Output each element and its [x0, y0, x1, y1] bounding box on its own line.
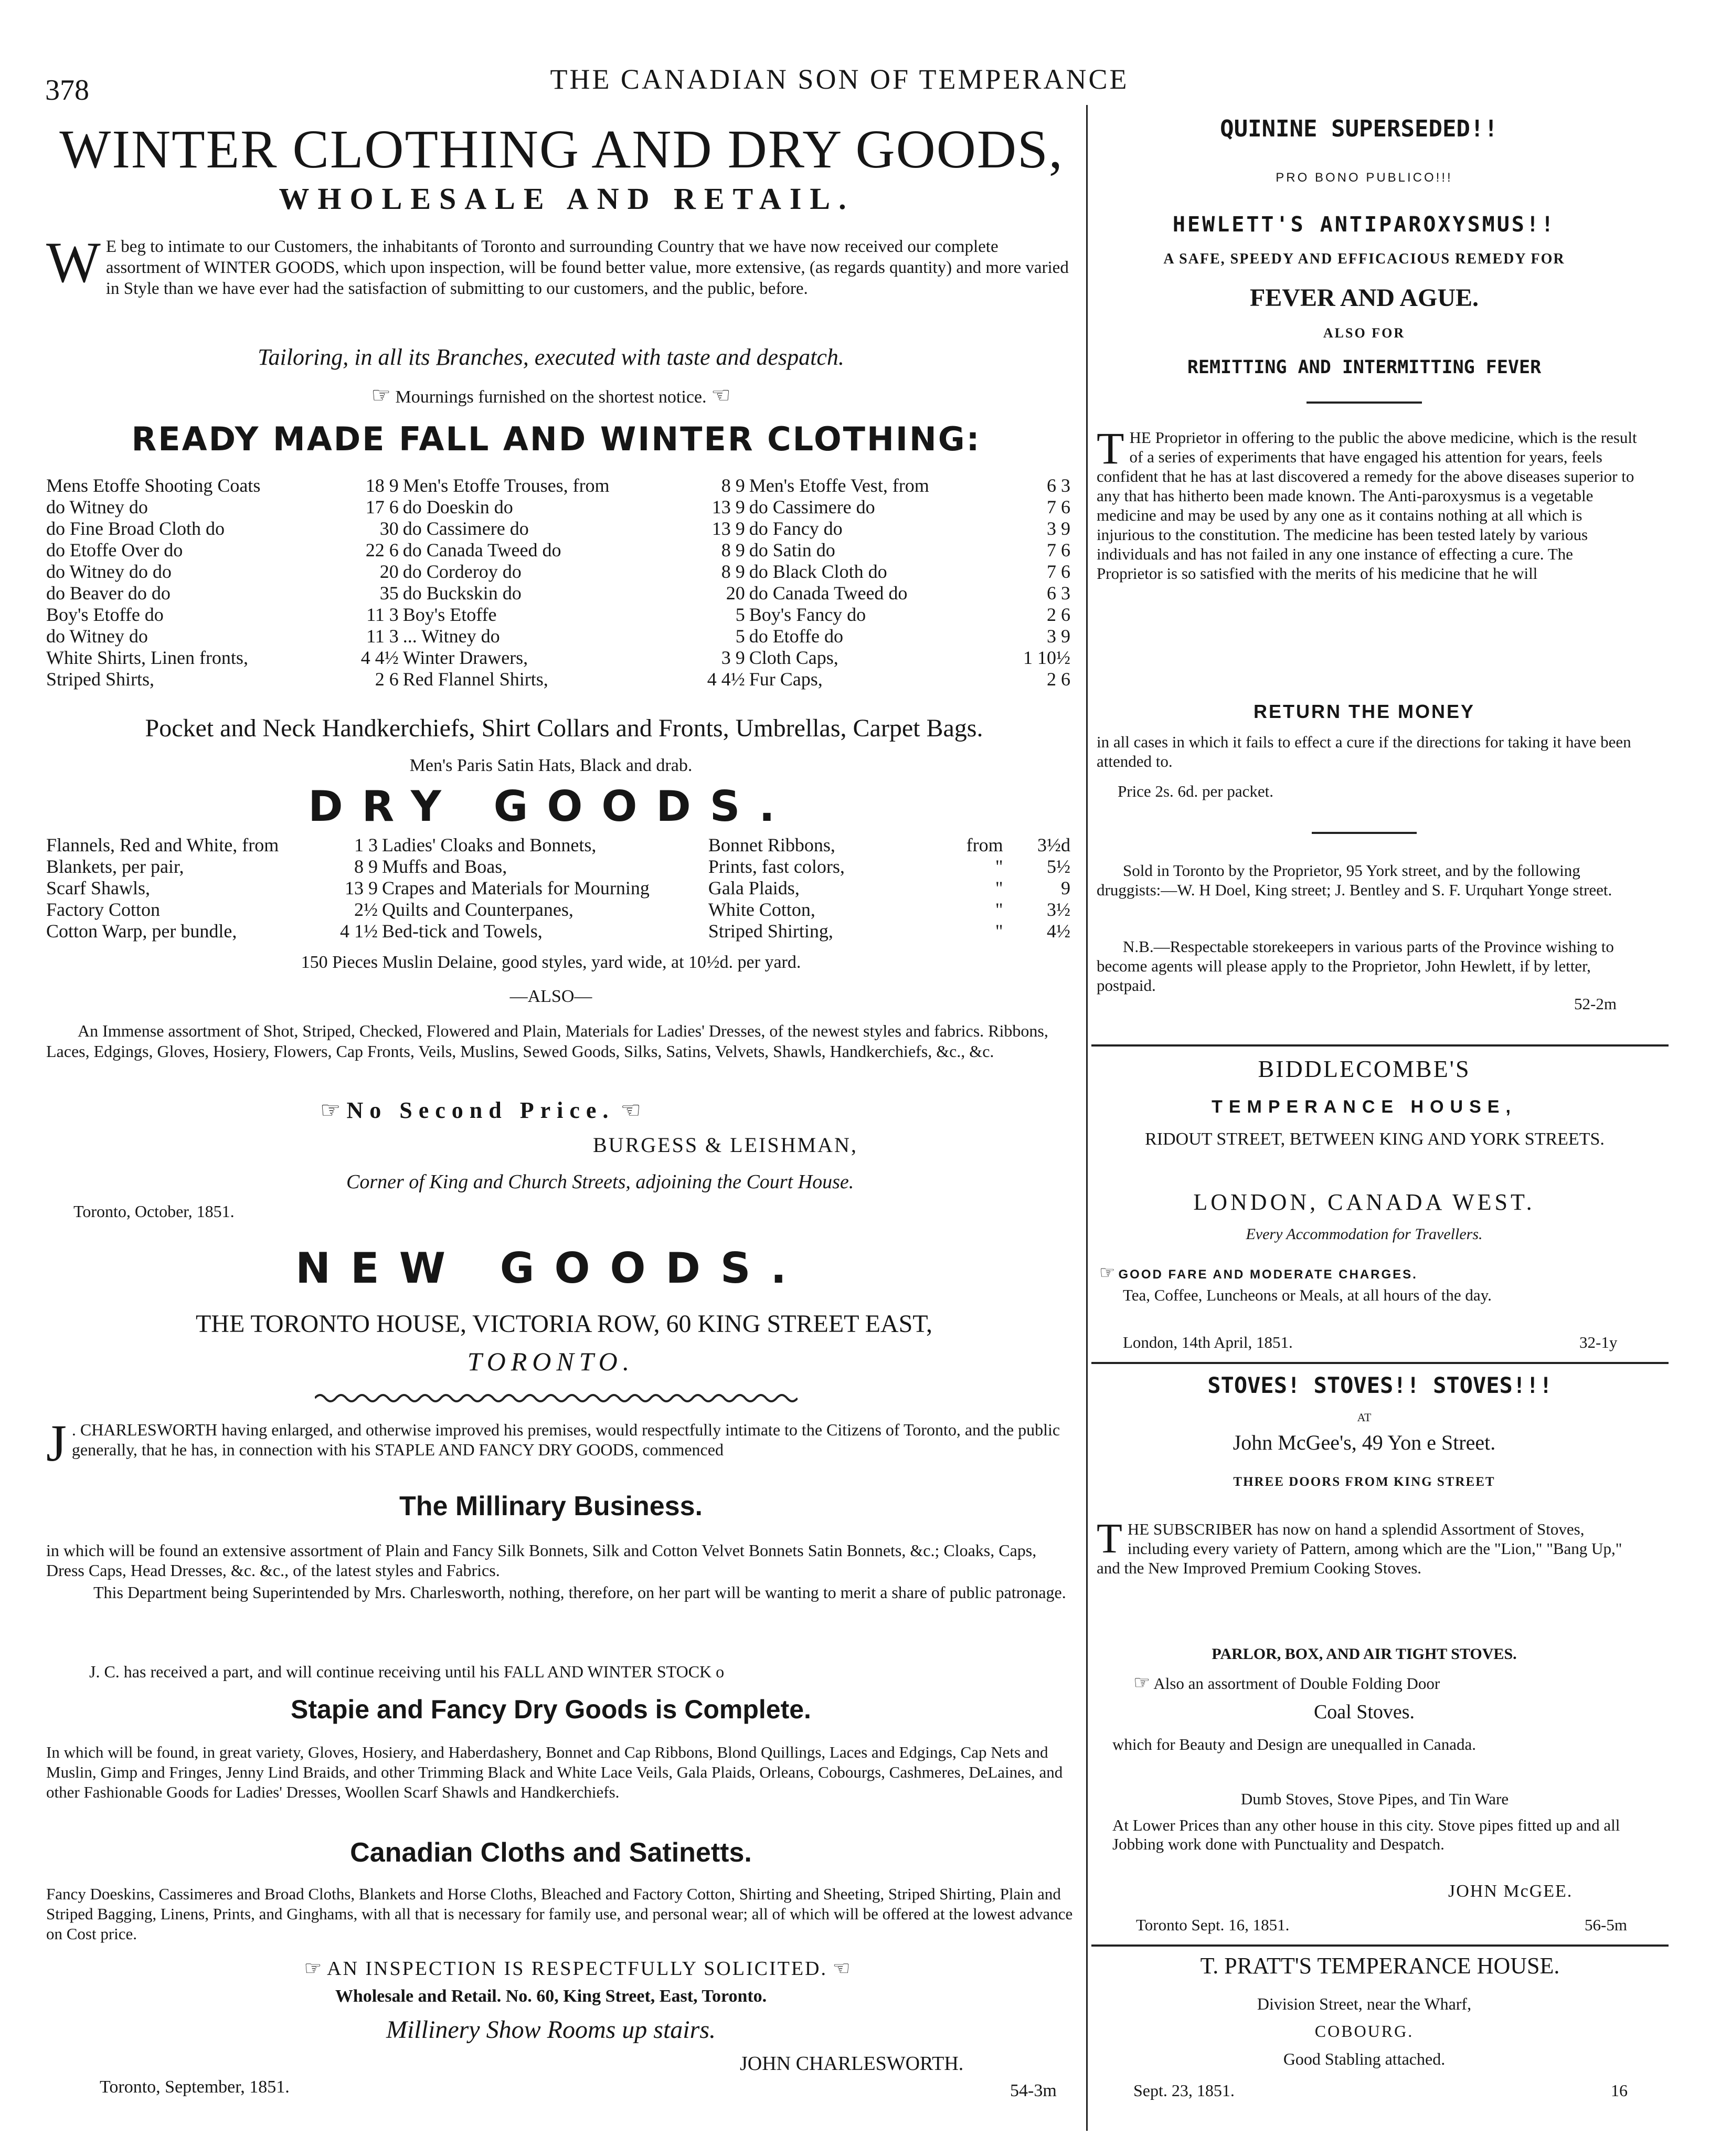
paris-hats-line: Men's Paris Satin Hats, Black and drab.	[409, 756, 693, 775]
table-cell: 20	[726, 583, 745, 604]
burgess-intro-text: E beg to intimate to our Customers, the inhabitants of Toronto and surrounding Country that we have now received our complete assortment of WINTER GOODS, which upon inspection, will be found better value, more extensive, (as regards quantity) and more varied in Style than we have ever had the satisfaction of submitting to our customers, and the public, before.	[105, 237, 1069, 298]
table-cell: Gala Plaids,	[708, 878, 800, 899]
charlesworth-dateline: Toronto, September, 1851.	[100, 2077, 290, 2097]
table-row	[46, 540, 1075, 561]
table-cell: Bonnet Ribbons,	[708, 834, 835, 855]
london-canada-west: LONDON, CANADA WEST.	[1193, 1189, 1535, 1215]
charlesworth-ref: 54-3m	[1010, 2081, 1057, 2100]
biddlecombe-name: BIDDLECOMBE'S	[1258, 1055, 1471, 1082]
table-cell: do Satin do	[749, 540, 835, 561]
parlor-box-line: PARLOR, BOX, AND AIR TIGHT STOVES.	[1212, 1645, 1517, 1663]
dry-goods-price-table	[46, 834, 1075, 942]
ad-divider	[1091, 1044, 1669, 1047]
cloths-text: Fancy Doeskins, Cassimeres and Broad Cloths, Blankets and Horse Cloths, Bleached and Factory Cotton, Shirting and Sheeting, Striped Shirting, Plain and Striped Bagging, Linens, Prints, and Ginghams, with all that is necessary for family use, and personal wear; all of which will be offered at the lowest advance on Cost price.	[46, 1885, 1073, 1943]
table-row	[46, 878, 1075, 899]
accommodation-tagline: Every Accommodation for Travellers.	[1246, 1225, 1483, 1243]
ready-made-heading: READY MADE FALL AND WINTER CLOTHING:	[131, 420, 981, 458]
table-cell: 5½	[1047, 856, 1070, 877]
mcgee-shop: John McGee's, 49 Yon e Street.	[1233, 1431, 1496, 1454]
ad-divider	[1091, 1944, 1669, 1947]
muslin-delaine-line: 150 Pieces Muslin Delaine, good styles, yard wide, at 10½d. per yard.	[301, 953, 801, 972]
inspection-line: AN INSPECTION IS RESPECTFULLY SOLICITED.	[327, 1958, 827, 1980]
table-cell: Cloth Caps,	[749, 647, 838, 668]
table-cell: 13 9	[711, 496, 745, 517]
burgess-address: Corner of King and Church Streets, adjoining the Court House.	[346, 1171, 854, 1193]
table-cell: do Cassimere do	[749, 496, 875, 517]
coal-stoves: Coal Stoves.	[1313, 1701, 1415, 1723]
also-text: An Immense assortment of Shot, Striped, Checked, Flowered and Plain, Materials for Ladies' Dresses, of the newest styles and fabrics. Ribbons, Laces, Edgings, Gloves, Hosiery, Flowers, Cap Fronts, Veils, Muslins, Sewed Goods, Silks, Satins, Velvets, Shawls, Handkerchiefs, &c., &c.	[46, 1021, 1048, 1061]
short-rule	[1312, 832, 1417, 834]
table-row	[46, 834, 1075, 856]
table-row	[46, 583, 1075, 604]
dropcap-j: J	[46, 1414, 67, 1472]
table-cell: 1 10½	[1023, 647, 1070, 668]
pointing-hand-icon: ☞	[1133, 1672, 1151, 1693]
quinine-headline: QUININE SUPERSEDED!!	[1220, 115, 1498, 142]
table-cell: Ladies' Cloaks and Bonnets,	[381, 834, 597, 855]
pocket-handkerchiefs-line: Pocket and Neck Handkerchiefs, Shirt Collars and Fronts, Umbrellas, Carpet Bags.	[145, 714, 983, 742]
table-cell: do Canada Tweed do	[749, 583, 908, 604]
page-number: 378	[45, 74, 89, 107]
table-cell: "	[995, 856, 1003, 877]
department-text: This Department being Superintended by Mrs. Charlesworth, nothing, therefore, on her part will be wanting to merit a share of public patronage.	[93, 1583, 1066, 1602]
table-cell: 2 6	[375, 669, 399, 690]
table-cell: 22 6	[365, 540, 399, 561]
mcgee-signature: JOHN McGEE.	[1448, 1882, 1573, 1901]
staple-text: In which will be found, in great variety, Gloves, Hosiery, and Haberdashery, Bonnet and Cap Ribbons, Blond Quillings, Laces and Edgings, Cap Nets and Muslin, Gimp and Fringes, Jenny Lind Braids, and other Trimming Black and White Lace Veils, Gala Plaids, Orleans, Cobourgs, Cashmeres, DeLaines, and other Fashionable Goods for Ladies' Dresses, Woollen Scarf Shawls and Handkerchiefs.	[46, 1743, 1063, 1801]
pointing-hand-icon: ☞	[304, 1958, 322, 1980]
three-doors: THREE DOORS FROM KING STREET	[1233, 1475, 1495, 1489]
winter-clothing-headline: WINTER CLOTHING AND DRY GOODS,	[59, 119, 1064, 179]
biddlecombe-ref: 32-1y	[1579, 1333, 1618, 1351]
table-cell: 3 9	[721, 647, 745, 668]
wholesale-retail-address: Wholesale and Retail. No. 60, King Street, East, Toronto.	[335, 1986, 767, 2006]
remedy-tagline: A SAFE, SPEEDY AND EFFICACIOUS REMEDY FOR	[1163, 251, 1565, 267]
table-cell: ... Witney do	[402, 626, 500, 647]
wholesale-retail-subhead: WHOLESALE AND RETAIL.	[279, 182, 855, 216]
table-cell: Mens Etoffe Shooting Coats	[46, 475, 261, 496]
tailoring-line: Tailoring, in all its Branches, executed with taste and despatch.	[258, 344, 844, 370]
pratt-dateline: Sept. 23, 1851.	[1133, 2081, 1235, 2100]
table-cell: do Corderoy do	[402, 561, 522, 582]
table-cell: do Beaver do do	[46, 583, 171, 604]
table-cell: 4 4½	[707, 669, 745, 690]
fever-ague: FEVER AND AGUE.	[1249, 284, 1479, 312]
table-cell: 4½	[1047, 921, 1070, 942]
table-cell: Blankets, per pair,	[46, 856, 184, 877]
quinine-sold: Sold in Toronto by the Proprietor, 95 York street, and by the following druggists:—W. H Doel, King street; J. Bentley and S. F. Urquhart Yonge street.	[1097, 861, 1612, 899]
table-cell: Fur Caps,	[749, 669, 823, 690]
mournings-line-wrap	[262, 382, 840, 408]
stoves-at: AT	[1357, 1411, 1372, 1424]
table-cell: Boy's Etoffe	[402, 604, 497, 625]
table-cell: Cotton Warp, per bundle,	[46, 921, 237, 942]
table-cell: from	[966, 834, 1003, 855]
table-cell: Boy's Etoffe do	[46, 604, 164, 625]
quinine-ref: 52-2m	[1574, 995, 1617, 1013]
table-cell: 8 9	[721, 475, 745, 496]
table-row	[46, 496, 1075, 518]
table-cell: 8 9	[354, 856, 378, 877]
table-cell: do Etoffe do	[749, 626, 843, 647]
table-cell: Bed-tick and Towels,	[381, 921, 543, 942]
no-second-price: No Second Price.	[346, 1097, 615, 1123]
also-separator: —ALSO—	[509, 987, 592, 1006]
table-row	[46, 518, 1075, 540]
table-cell: 3 9	[1047, 518, 1070, 539]
table-cell: Striped Shirts,	[46, 669, 155, 690]
table-cell: Striped Shirting,	[708, 921, 833, 942]
table-cell: 2 6	[1047, 669, 1070, 690]
pratt-name: T. PRATT'S TEMPERANCE HOUSE.	[1200, 1953, 1560, 1979]
also-assortment-wrap	[1133, 1672, 1637, 1694]
table-cell: 13 9	[711, 518, 745, 539]
toronto-city: TORONTO.	[467, 1347, 635, 1376]
biddlecombe-meals: Tea, Coffee, Luncheons or Meals, at all hours of the day.	[1123, 1286, 1492, 1304]
charlesworth-intro-text: . CHARLESWORTH having enlarged, and otherwise improved his premises, would respectfully intimate to the Citizens of Toronto, and the public generally, that he has, in connection with his STAPLE AND FANCY DRY GOODS, commenced	[71, 1420, 1060, 1459]
also-assortment: Also an assortment of Double Folding Door	[1153, 1674, 1440, 1693]
table-cell: do Witney do	[46, 626, 148, 647]
table-cell: do Canada Tweed do	[402, 540, 561, 561]
quinine-body	[1097, 423, 1642, 583]
pro-bono-line: PRO BONO PUBLICO!!!	[1276, 171, 1453, 185]
table-cell: Factory Cotton	[46, 899, 160, 920]
burgess-intro	[46, 230, 1075, 299]
charlesworth-intro	[46, 1414, 1075, 1472]
table-cell: "	[995, 878, 1003, 899]
table-row	[46, 856, 1075, 878]
table-cell: do Cassimere do	[402, 518, 529, 539]
cloths-heading: Canadian Cloths and Satinetts.	[350, 1837, 752, 1868]
table-cell: 20	[379, 561, 399, 582]
also-for: ALSO FOR	[1323, 325, 1406, 341]
table-cell: 4 4½	[360, 647, 399, 668]
table-row	[46, 475, 1075, 496]
quinine-price: Price 2s. 6d. per packet.	[1118, 782, 1273, 800]
pratt-ref: 16	[1611, 2081, 1628, 2100]
pointing-hand-icon: ☞	[371, 384, 391, 408]
table-cell: 35	[379, 583, 399, 604]
table-cell: 7 6	[1047, 496, 1070, 517]
millinery-text: in which will be found an extensive assortment of Plain and Fancy Silk Bonnets, Silk and Cotton Velvet Bonnets Satin Bonnets, &c.; Cloaks, Caps, Dress Caps, Head Dresses, &c. &c., of the latest styles and Fabrics.	[46, 1541, 1037, 1580]
table-cell: 30	[379, 518, 399, 539]
stoves-ref: 56-5m	[1585, 1916, 1627, 1934]
table-cell: Winter Drawers,	[402, 647, 528, 668]
table-cell: do Witney do do	[46, 561, 172, 582]
remitting-fever: REMITTING AND INTERMITTING FEVER	[1187, 357, 1542, 378]
table-cell: 7 6	[1047, 561, 1070, 582]
table-cell: 11 3	[366, 604, 399, 625]
burgess-dateline: Toronto, October, 1851.	[73, 1202, 235, 1221]
dropcap-t: T	[1097, 1516, 1122, 1562]
table-cell: Muffs and Boas,	[381, 856, 507, 877]
staple-heading: Stapie and Fancy Dry Goods is Complete.	[291, 1695, 811, 1724]
charlesworth-signature: JOHN CHARLESWORTH.	[740, 2053, 964, 2075]
quinine-body-2: in all cases in which it fails to effect a cure if the directions for taking it have been attended to.	[1097, 733, 1631, 770]
table-cell: Prints, fast colors,	[708, 856, 845, 877]
pratt-street: Division Street, near the Wharf,	[1257, 1994, 1472, 2013]
inspection-wrap	[210, 1957, 944, 1980]
clothing-price-table	[46, 475, 1075, 690]
beauty-design: which for Beauty and Design are unequalled in Canada.	[1112, 1735, 1476, 1753]
pointing-hand-icon: ☞	[320, 1097, 341, 1123]
toronto-house-line: THE TORONTO HOUSE, VICTORIA ROW, 60 KING STREET EAST,	[195, 1310, 933, 1338]
table-cell: Flannels, Red and White, from	[46, 834, 279, 855]
table-cell: Scarf Shawls,	[46, 878, 150, 899]
temperance-house-title: TEMPERANCE HOUSE,	[1212, 1097, 1517, 1117]
wavy-rule	[315, 1392, 798, 1404]
table-row	[46, 921, 1075, 942]
return-the-money: RETURN THE MONEY	[1253, 701, 1475, 722]
table-cell: 6 3	[1047, 475, 1070, 496]
table-cell: 2½	[354, 899, 378, 920]
table-cell: 7 6	[1047, 540, 1070, 561]
mournings-line: Mournings furnished on the shortest notice.	[395, 387, 707, 407]
dumb-stoves: Dumb Stoves, Stove Pipes, and Tin Ware	[1240, 1790, 1509, 1808]
table-cell: Red Flannel Shirts,	[402, 669, 548, 690]
table-row	[46, 669, 1075, 690]
table-cell: 8 9	[721, 561, 745, 582]
lower-prices: At Lower Prices than any other house in this city. Stove pipes fitted up and all Jobbing work done with Punctuality and Despatch.	[1112, 1816, 1620, 1853]
antiparoxysmus-title: HEWLETT'S ANTIPAROXYSMUS!!	[1172, 213, 1556, 237]
quinine-body-text: HE Proprietor in offering to the public the above medicine, which is the result of a series of experiments that have engaged his attention for years, feels confident that he has at last discovered a remedy for the above diseases superior to any that has hitherto been made known. The Anti-paroxysmus is a vegetable medicine and may be used by any one as it contains nothing at all which is injurious to the constitution. The medicine has been tested lately by various individuals and has not failed in any one instance of effecting a cure. The Proprietor is so satisfied with the merits of his medicine that he will	[1097, 428, 1637, 583]
table-cell: 3½d	[1037, 834, 1070, 855]
masthead-title: THE CANADIAN SON OF TEMPERANCE	[550, 64, 1129, 95]
table-cell: White Shirts, Linen fronts,	[46, 647, 248, 668]
pratt-city: COBOURG.	[1314, 2022, 1414, 2041]
table-cell: 6 3	[1047, 583, 1070, 604]
table-cell: "	[995, 899, 1003, 920]
table-cell: 5	[735, 626, 745, 647]
showrooms-line: Millinery Show Rooms up stairs.	[386, 2016, 716, 2044]
fare-line-wrap	[1099, 1262, 1655, 1283]
table-row	[46, 899, 1075, 921]
table-row	[46, 626, 1075, 647]
short-rule	[1307, 401, 1422, 404]
table-cell: 1 3	[354, 834, 378, 855]
table-cell: do Buckskin do	[402, 583, 522, 604]
dropcap-w: W	[46, 230, 101, 294]
stoves-headline: STOVES! STOVES!! STOVES!!!	[1207, 1372, 1553, 1398]
stoves-body	[1097, 1516, 1642, 1578]
firm-name: BURGESS & LEISHMAN,	[593, 1133, 858, 1157]
table-cell: 11 3	[366, 626, 399, 647]
millinery-heading: The Millinary Business.	[399, 1491, 703, 1521]
table-cell: do Etoffe Over do	[46, 540, 183, 561]
table-cell: 17 6	[365, 496, 399, 517]
new-goods-heading: NEW GOODS.	[295, 1244, 806, 1293]
table-cell: Crapes and Materials for Mourning	[381, 878, 650, 899]
table-cell: 9	[1061, 878, 1070, 899]
pointing-hand-left-icon: ☜	[832, 1958, 851, 1980]
table-cell: do Fine Broad Cloth do	[46, 518, 225, 539]
table-cell: do Witney do	[46, 496, 148, 517]
biddlecombe-street: RIDOUT STREET, BETWEEN KING AND YORK STREETS.	[1145, 1129, 1605, 1149]
table-row	[46, 647, 1075, 669]
quinine-nb: N.B.—Respectable storekeepers in various parts of the Province wishing to become agents will please apply to the Proprietor, John Hewlett, if by letter, postpaid.	[1097, 937, 1614, 995]
table-cell: 13 9	[344, 878, 378, 899]
good-fare-line: GOOD FARE AND MODERATE CHARGES.	[1118, 1267, 1418, 1282]
table-cell: 5	[735, 604, 745, 625]
table-cell: 3 9	[1047, 626, 1070, 647]
table-cell: do Doeskin do	[402, 496, 513, 517]
table-cell: Boy's Fancy do	[749, 604, 866, 625]
table-cell: do Fancy do	[749, 518, 843, 539]
table-cell: do Black Cloth do	[749, 561, 887, 582]
table-cell: 2 6	[1047, 604, 1070, 625]
biddlecombe-dateline: London, 14th April, 1851.	[1123, 1333, 1293, 1351]
table-row	[46, 561, 1075, 583]
table-cell: 3½	[1047, 899, 1070, 920]
table-row	[46, 604, 1075, 626]
column-divider	[1086, 105, 1088, 2131]
table-cell: 8 9	[721, 540, 745, 561]
table-cell: 18 9	[365, 475, 399, 496]
table-cell: Quilts and Counterpanes,	[381, 899, 573, 920]
pointing-hand-left-icon: ☜	[711, 384, 731, 408]
pratt-stabling: Good Stabling attached.	[1283, 2049, 1446, 2068]
stoves-dateline: Toronto Sept. 16, 1851.	[1136, 1916, 1290, 1934]
no-second-price-wrap	[320, 1097, 845, 1124]
table-cell: Men's Etoffe Trouses, from	[402, 475, 610, 496]
pointing-hand-icon: ☞	[1099, 1263, 1116, 1283]
dry-goods-heading: DRY GOODS.	[308, 782, 794, 831]
ad-divider	[1091, 1362, 1669, 1364]
jc-received-text: J. C. has received a part, and will continue receiving until his FALL AND WINTER STOCK o	[89, 1662, 725, 1681]
stoves-body-text: HE SUBSCRIBER has now on hand a splendid Assortment of Stoves, including every variety of Pattern, among which are the "Lion," "Bang Up," and the New Improved Premium Cooking Stoves.	[1097, 1520, 1622, 1577]
table-cell: 4 1½	[339, 921, 378, 942]
table-cell: "	[995, 921, 1003, 942]
table-cell: White Cotton,	[708, 899, 815, 920]
dropcap-t: T	[1097, 423, 1124, 473]
pointing-hand-left-icon: ☜	[620, 1097, 641, 1123]
table-cell: Men's Etoffe Vest, from	[749, 475, 929, 496]
